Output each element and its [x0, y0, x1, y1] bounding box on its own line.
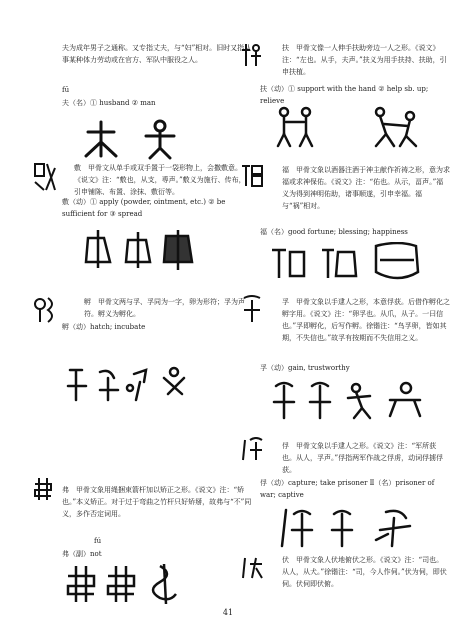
fu-pinyin: fū — [62, 86, 70, 94]
fu7-entry: 孚 甲骨文象以手逮人之形，本意俘获。后借作孵化之孵字用。《说文》注：“卵孚也。从爪，从子。一曰信也。”孚即孵化，后写作孵。徐锴注：“鸟孚卵，皆如其期，不失信也。”故孚有按期而不失信用之义。 — [282, 298, 450, 342]
fu3-entry: 孵 甲骨文两与孚、孚同为一字，卵为形符；孚为声符。孵义为孵化。 — [84, 298, 245, 318]
fu6-entry: 福 甲骨文象以酒器注酒于神主献作祈祷之形，意为求福或求神保佑。《说文》注：“佑也。从示，畐声。”福义为得到神明佑助，诸事顺遂，引申幸福。福与“祸”相对。 — [282, 166, 450, 210]
intro-text: 夫为成年男子之通称。又专指丈夫，与“妇”相对。旧时又指从事某种体力劳动或在官方、军队中服役之人。 — [62, 44, 252, 64]
fu8-definition: 俘（动）capture; take prisoner Ⅱ（名）prisoner of war; captive — [260, 479, 435, 499]
fu2-entry: 敷 甲骨文从单手或双手置于一袋形物上，会撒敷意。《说文》注：“敷也，从支，尃声。”敷义为施行、传布，引申铺陈、布置、涂抹、敷衍等。 — [74, 164, 246, 196]
fu3-seal-glyph — [32, 294, 58, 324]
fu8-seal-glyph — [240, 436, 264, 462]
fu4-pinyin: fú — [94, 537, 102, 545]
fu8-entry: 俘 甲骨文象以手逮人之形。《说文》注：“军所获也。从人，孚声。”俘指两军作战之俘虏，动词俘掳俘获。 — [282, 442, 444, 474]
fu2-definition: 敷（动）① apply (powder, ointment, etc.) ② be sufficient for ③ spread — [62, 198, 226, 218]
page-number: 41 — [222, 608, 234, 617]
fu7-oracle-glyphs — [270, 378, 430, 422]
fu9-entry: 伏 甲骨文象人伏地俯伏之形。《说文》注：“司也。从人，从犬。”徐锴注：“司，今人作伺。”伏为伺，即伏伺。伏伺即伏俯。 — [282, 556, 447, 588]
fu6-seal-glyph — [240, 162, 264, 188]
fu-oracle-glyph-illustration — [76, 118, 196, 160]
fu6-oracle-glyphs — [268, 242, 428, 286]
fu5-oracle-glyphs — [270, 106, 430, 148]
fu4-oracle-glyphs — [64, 562, 194, 606]
fu9-seal-glyph — [240, 554, 264, 580]
fu7-seal-glyph — [240, 294, 264, 324]
fu-definition: 夫（名）① husband ② man — [62, 99, 156, 107]
fu7-definition: 孚（动）gain, trustworthy — [260, 364, 350, 372]
fu4-entry: 弗 甲骨文象用绳捆束箭杆加以矫正之形。《说文》注：“矫也。”本义矫正。对于过于弯曲之竹杆只好矫掰，故弗与“不”同义，多作否定词用。 — [62, 486, 252, 518]
fu2-oracle-glyphs — [80, 228, 200, 272]
fu5-definition: 扶（动）① support with the hand ② help sb. up; relieve — [260, 85, 429, 105]
fu6-definition: 福（名）good fortune; blessing; happiness — [260, 228, 408, 236]
fu8-oracle-glyphs — [276, 506, 426, 550]
fu2-seal-glyph — [32, 160, 58, 194]
fu5-seal-glyph — [240, 42, 262, 68]
fu4-definition: 弗（副）not — [62, 550, 102, 558]
fu3-definition: 孵（动）hatch; incubate — [62, 323, 146, 331]
fu5-entry: 扶 甲骨文像一人伸手扶助旁边一人之形。《说文》注：“左也。从手，夫声。”扶义为用手扶持、扶助，引申扶植。 — [282, 44, 447, 76]
fu3-oracle-glyphs — [64, 364, 194, 406]
fu4-seal-glyph — [32, 476, 54, 502]
